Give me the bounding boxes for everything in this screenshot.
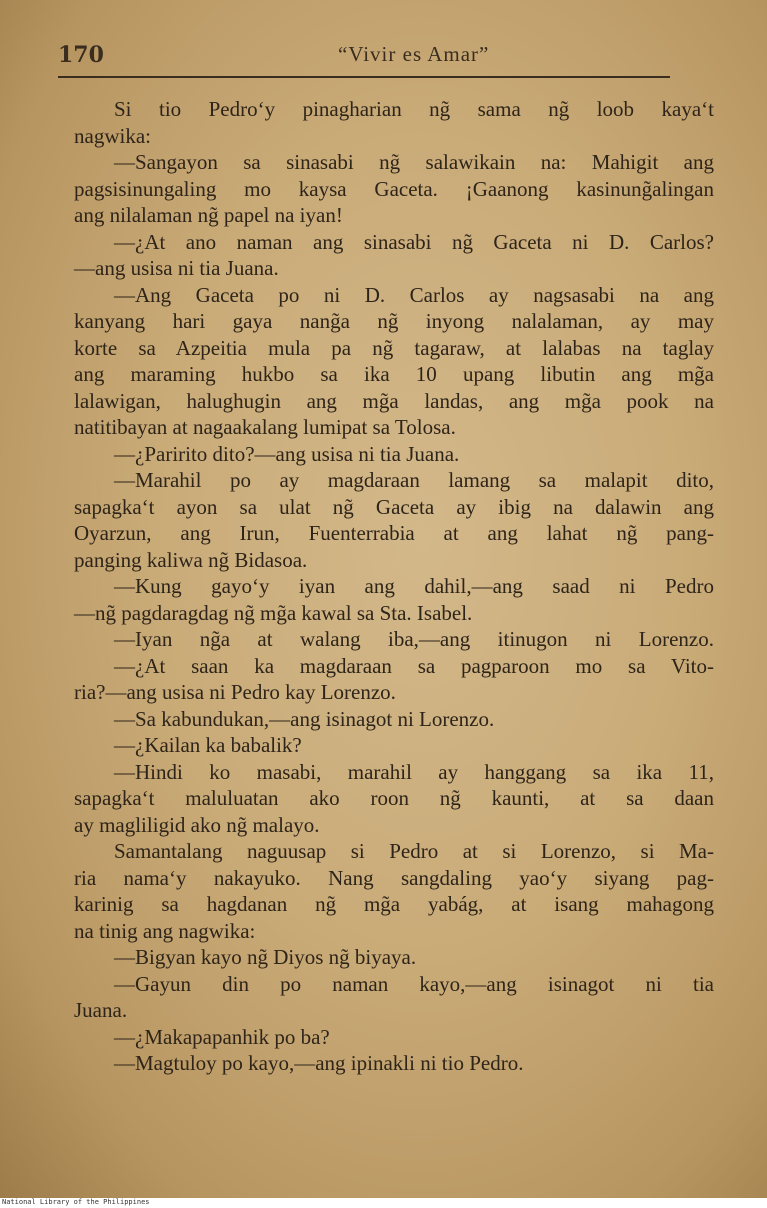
text-line: natitibayan at nagaakalang lumipat sa Tolosa. <box>74 415 456 439</box>
text-line: Samantalang naguusap si Pedro at si Lorenzo, si Ma- <box>114 839 714 863</box>
text-line: na tinig ang nagwika: <box>74 918 256 943</box>
text-line: —¿Makapapanhik po ba? <box>114 1024 330 1049</box>
text-line: —ang usisa ni tia Juana. <box>74 256 279 280</box>
running-title: “Vivir es Amar” <box>338 42 490 66</box>
text-line: —¿Paririto dito?—ang usisa ni tia Juana. <box>114 441 460 466</box>
text-line: sapagka‘t ayon sa ulat ng̃ Gaceta ay ibig na dalawin ang <box>74 494 714 519</box>
text-line: karinig sa hagdanan ng̃ mg̃a yabág, at isang mahagong <box>74 892 714 916</box>
text-line: —Magtuloy po kayo,—ang ipinakli ni tio Pedro. <box>114 1051 524 1075</box>
text-line: ay magliligid ako ng̃ malayo. <box>74 812 320 837</box>
text-line: —Kung gayo‘y iyan ang dahil,—ang saad ni Pedro <box>114 574 714 598</box>
text-line: —ng̃ pagdaragdag ng̃ mg̃a kawal sa Sta. Isabel. <box>74 600 473 625</box>
text-line: Juana. <box>74 998 128 1022</box>
text-line: —Gayun din po naman kayo,—ang isinagot ni tia <box>114 971 714 996</box>
text-line: Si tio Pedro‘y pinagharian ng̃ sama ng̃ loob kaya‘t <box>114 97 714 121</box>
text-line: —Bigyan kayo ng̃ Diyos ng̃ biyaya. <box>114 945 417 969</box>
page-header <box>58 38 727 78</box>
text-line: —Sangayon sa sinasabi ng̃ salawikain na: Mahigit ang <box>114 150 714 174</box>
text-line: ria nama‘y nakayuko. Nang sangdaling yao‘y siyang pag- <box>74 865 714 890</box>
text-line: lalawigan, halughugin ang mg̃a landas, ang mg̃a pook na <box>74 388 714 413</box>
text-line: —Ang Gaceta po ni D. Carlos ay nagsasabi na ang <box>114 282 714 307</box>
text-line: ang maraming hukbo sa ika 10 upang libutin ang mg̃a <box>74 362 714 386</box>
text-line: kanyang hari gaya nang̃a ng̃ inyong nalalaman, ay may <box>74 309 714 333</box>
header-rule <box>58 76 670 78</box>
text-line: panging kaliwa ng̃ Bidasoa. <box>74 547 308 572</box>
body-text <box>74 96 714 1077</box>
text-line: nagwika: <box>74 123 151 148</box>
text-line: pagsisinungaling mo kaysa Gaceta. ¡Gaanong kasinung̃alingan <box>74 176 714 201</box>
text-line: —¿At ano naman ang sinasabi ng̃ Gaceta ni D. Carlos? <box>114 229 714 254</box>
text-line: —Sa kabundukan,—ang isinagot ni Lorenzo. <box>114 706 495 731</box>
text-line: ang nilalaman ng̃ papel na iyan! <box>74 203 343 227</box>
text-line: —¿Kailan ka babalik? <box>114 733 302 757</box>
text-line: —¿At saan ka magdaraan sa pagparoon mo sa Vito- <box>114 653 714 678</box>
footer-bar <box>0 1198 767 1208</box>
page-number: 170 <box>58 42 104 68</box>
text-line: —Iyan ng̃a at walang iba,—ang itinugon ni Lorenzo. <box>114 627 714 651</box>
library-credit: National Library of the Philippines <box>2 1198 150 1206</box>
text-line: Oyarzun, ang Irun, Fuenterrabia at ang lahat ng̃ pang- <box>74 521 714 545</box>
text-line: korte sa Azpeitia mula pa ng̃ tagaraw, at lalabas na taglay <box>74 335 714 360</box>
text-line: ria?—ang usisa ni Pedro kay Lorenzo. <box>74 680 396 704</box>
text-line: sapagka‘t maluluatan ako roon ng̃ kaunti, at sa daan <box>74 786 714 810</box>
text-line: —Marahil po ay magdaraan lamang sa malapit dito, <box>114 468 714 492</box>
text-line: —Hindi ko masabi, marahil ay hanggang sa ika 11, <box>114 759 714 784</box>
